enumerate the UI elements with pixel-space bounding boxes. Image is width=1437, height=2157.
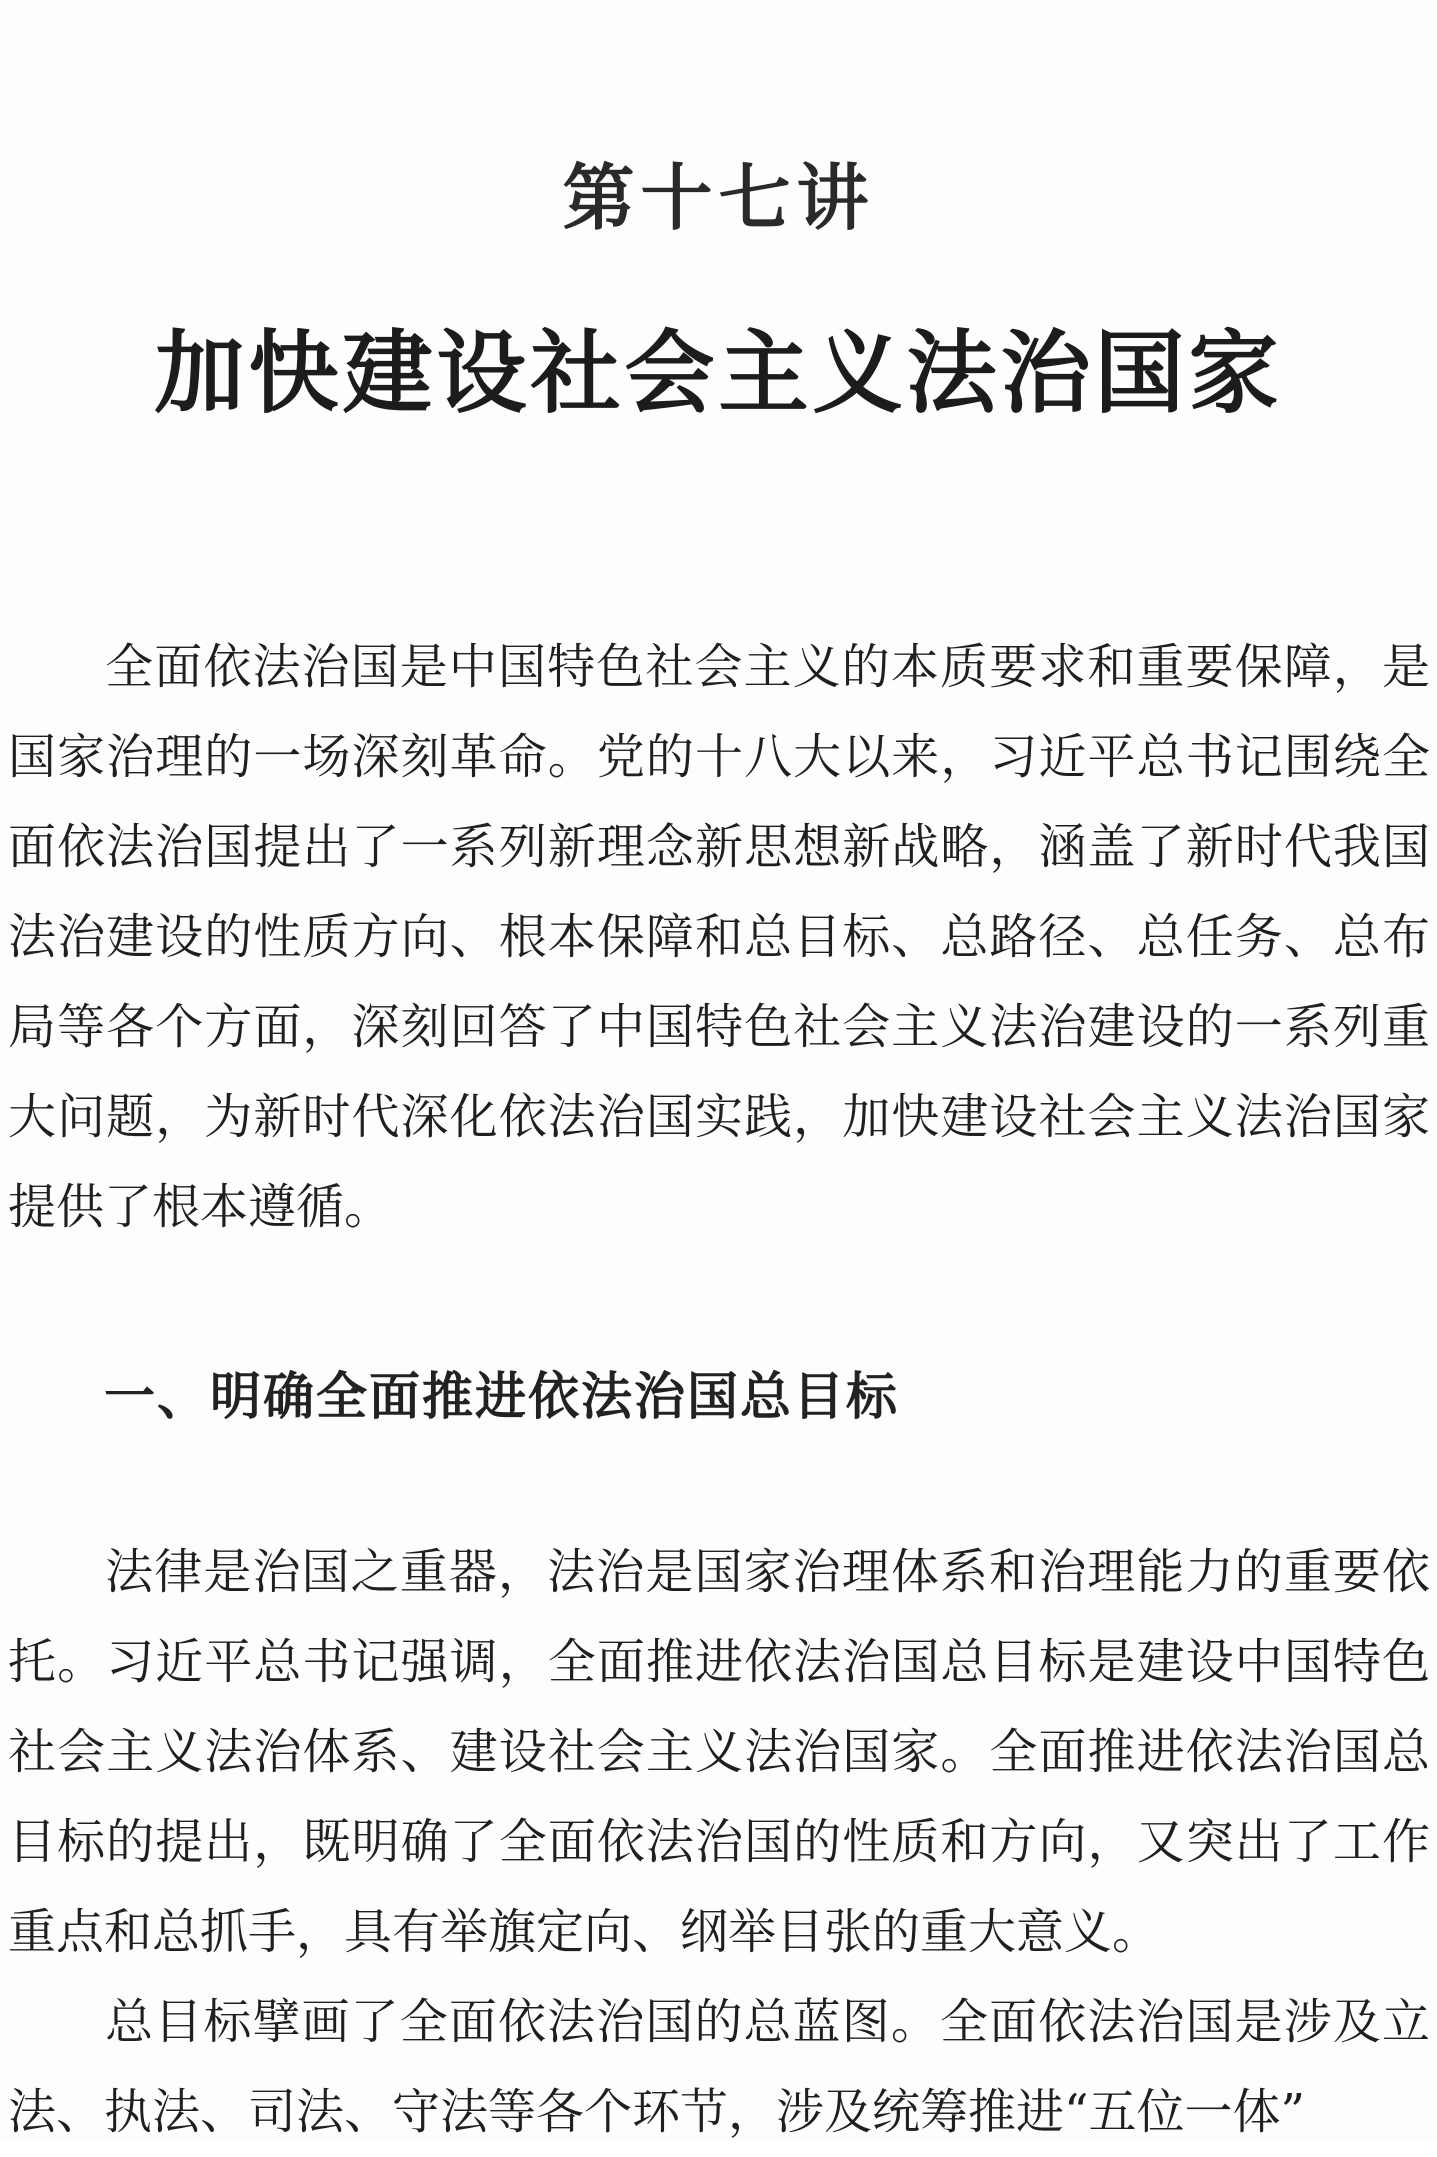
body-paragraph-text: 法律是治国之重器，法治是国家治理体系和治理能力的重要依托。习近平总书记强调，全面推进依法治国总目标是建设中国特色社会主义法治体系、建设社会主义法治国家。全面推进依法治国总目标的提出，既明确了全面依法治国的性质和方向，又突出了工作重点和总抓手，具有举旗定向、纲举目张的重大意义。 xyxy=(8,1544,1430,1960)
lecture-number: 第十七讲 xyxy=(562,156,875,240)
body-paragraph-text: 总目标擘画了全面依法治国的总蓝图。全面依法治国是涉及立法、执法、司法、守法等各个环节，涉及统筹推进“五位一体” xyxy=(8,1994,1430,2140)
intro-paragraph-text: 全面依法治国是中国特色社会主义的本质要求和重要保障，是国家治理的一场深刻革命。党的十八大以来，习近平总书记围绕全面依法治国提出了一系列新理念新思想新战略，涵盖了新时代我国法治建设的性质方向、根本保障和总目标、总路径、总任务、总布局等各个方面，深刻回答了中国特色社会主义法治建设的一系列重大问题，为新时代深化依法治国实践，加快建设社会主义法治国家提供了根本遵循。 xyxy=(8,639,1430,1235)
lecture-title: 加快建设社会主义法治国家 xyxy=(154,320,1283,426)
body-paragraph xyxy=(8,1527,1430,1977)
body-paragraph xyxy=(8,1977,1430,2157)
section-heading: 一、明确全面推进依法治国总目标 xyxy=(104,1368,900,1427)
intro-paragraph xyxy=(8,622,1430,1252)
